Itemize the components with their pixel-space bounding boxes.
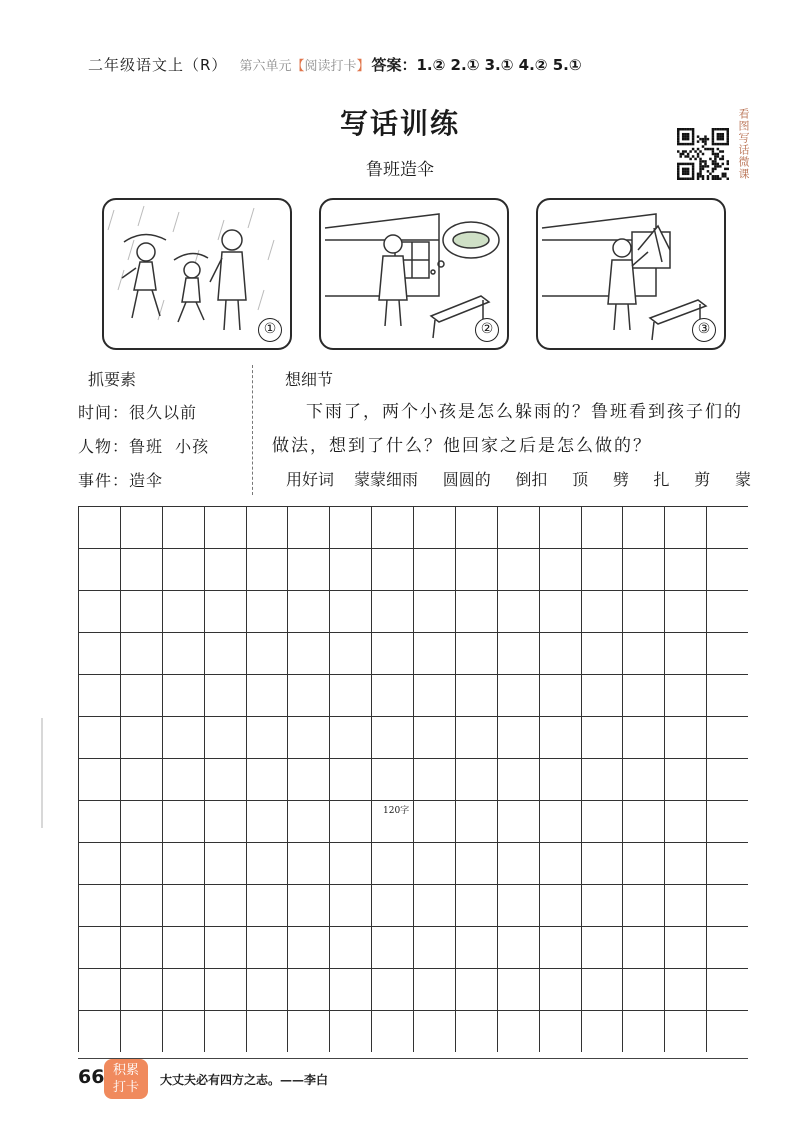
good-word: 蒙蒙细雨 [354,470,419,489]
page-subtitle: 鲁班造伞 [366,160,434,180]
answer-key: 答案：1.② 2.① 3.① 4.② 5.① [371,55,582,74]
accumulate-badge: 积累 打卡 [104,1059,148,1099]
writing-grid[interactable] [78,506,748,1052]
details-question: 下雨了，两个小孩是怎么躲雨的？鲁班看到孩子们的做法，想到了什么？他回家之后是怎么做的？ [272,402,743,456]
good-word: 圆圆的 [442,470,491,489]
qr-code-icon[interactable] [677,128,729,180]
good-words-label: 用好词 [286,470,335,489]
qr-side-note: 看图写话微课 [737,108,750,180]
panel-number: ① [258,318,282,342]
footer-quote: 大丈夫必有四方之志。——李白 [160,1073,329,1087]
good-word: 剪 [694,470,711,489]
good-word: 劈 [612,470,629,489]
margin-mark [41,718,43,828]
panel-number: ③ [692,318,716,342]
writing-grid-lines [78,506,748,1052]
page-number: 66 [78,1066,105,1088]
element-event: 事件：造伞 [78,471,164,490]
good-word: 倒扣 [515,470,548,489]
good-word: 顶 [572,470,589,489]
good-word: 蒙 [734,470,751,489]
grade-label: 二年级语文上（R） [88,55,228,74]
prev-unit-ref: 第六单元【阅读打卡】 [239,58,370,74]
page-header [88,52,582,76]
picture-panel-3 [536,198,726,350]
details-heading: 想细节 [285,370,334,389]
word-count-mark: 120字 [383,806,410,816]
footer-rule [78,1058,748,1059]
picture-panel-1 [102,198,292,350]
picture-panel-2 [319,198,509,350]
good-word: 扎 [653,470,670,489]
good-words-list [354,467,751,490]
elements-heading: 抓要素 [88,370,137,389]
good-words-row [286,467,751,490]
page-title: 写话训练 [339,107,460,140]
element-people: 人物：鲁班 小孩 [78,437,210,456]
panel-number: ② [475,318,499,342]
qr-code-graphic [677,128,729,180]
column-divider [252,365,253,495]
element-time: 时间：很久以前 [78,403,198,422]
